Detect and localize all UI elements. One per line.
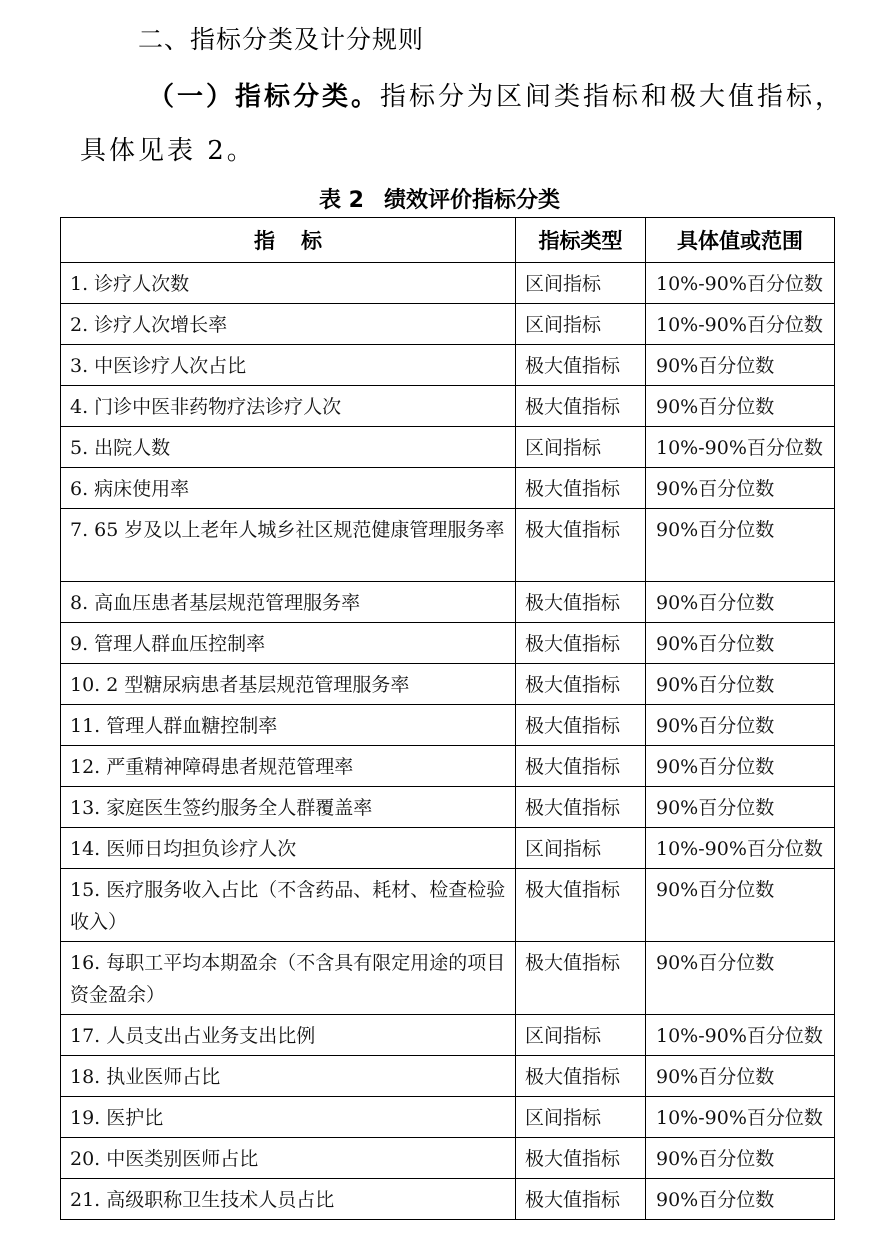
header-indicator: 指标: [61, 218, 516, 263]
table-row: [61, 427, 835, 468]
table-row: [61, 828, 835, 869]
type-cell: 极大值指标: [516, 664, 646, 705]
header-type: 指标类型: [516, 218, 646, 263]
indicator-cell: 10. 2 型糖尿病患者基层规范管理服务率: [61, 664, 516, 705]
table-row: [61, 664, 835, 705]
table-row: [61, 263, 835, 304]
table-caption: [0, 183, 879, 214]
table-row: [61, 1056, 835, 1097]
table-row: [61, 468, 835, 509]
indicator-cell: 3. 中医诊疗人次占比: [61, 345, 516, 386]
indicator-cell: 9. 管理人群血压控制率: [61, 623, 516, 664]
value-cell: 90%百分位数: [646, 386, 835, 427]
indicator-cell: 7. 65 岁及以上老年人城乡社区规范健康管理服务率: [61, 509, 516, 582]
indicator-cell: 8. 高血压患者基层规范管理服务率: [61, 582, 516, 623]
indicator-cell: 5. 出院人数: [61, 427, 516, 468]
table-row: [61, 1138, 835, 1179]
table-row: [61, 705, 835, 746]
table-row: [61, 1015, 835, 1056]
table-row: [61, 386, 835, 427]
indicator-table: [60, 217, 835, 1220]
table-row: [61, 869, 835, 942]
value-cell: 10%-90%百分位数: [646, 263, 835, 304]
paragraph-line-1: [148, 76, 844, 113]
type-cell: 区间指标: [516, 1015, 646, 1056]
paragraph-label: （一）指标分类。: [148, 82, 381, 112]
type-cell: 区间指标: [516, 427, 646, 468]
value-cell: 90%百分位数: [646, 623, 835, 664]
indicator-cell: 1. 诊疗人次数: [61, 263, 516, 304]
indicator-cell: 6. 病床使用率: [61, 468, 516, 509]
table-row: [61, 1179, 835, 1220]
table-row: [61, 1097, 835, 1138]
type-cell: 极大值指标: [516, 386, 646, 427]
indicator-cell: 4. 门诊中医非药物疗法诊疗人次: [61, 386, 516, 427]
indicator-cell: 21. 高级职称卫生技术人员占比: [61, 1179, 516, 1220]
type-cell: 区间指标: [516, 304, 646, 345]
table-row: [61, 582, 835, 623]
value-cell: 90%百分位数: [646, 942, 835, 1015]
type-cell: 极大值指标: [516, 623, 646, 664]
value-cell: 90%百分位数: [646, 705, 835, 746]
table-header-row: [61, 218, 835, 263]
indicator-cell: 19. 医护比: [61, 1097, 516, 1138]
indicator-cell: 12. 严重精神障碍患者规范管理率: [61, 746, 516, 787]
indicator-cell: 11. 管理人群血糖控制率: [61, 705, 516, 746]
value-cell: 90%百分位数: [646, 468, 835, 509]
indicator-cell: 20. 中医类别医师占比: [61, 1138, 516, 1179]
type-cell: 极大值指标: [516, 1179, 646, 1220]
type-cell: 极大值指标: [516, 869, 646, 942]
section-heading: 二、指标分类及计分规则: [138, 25, 425, 54]
indicator-cell: 13. 家庭医生签约服务全人群覆盖率: [61, 787, 516, 828]
paragraph-text: 指标分为区间类指标和极大值指标，: [380, 82, 845, 112]
table-row: [61, 746, 835, 787]
type-cell: 极大值指标: [516, 509, 646, 582]
type-cell: 极大值指标: [516, 1138, 646, 1179]
value-cell: 90%百分位数: [646, 345, 835, 386]
table-number: 表 2: [319, 188, 364, 213]
value-cell: 10%-90%百分位数: [646, 427, 835, 468]
type-cell: 极大值指标: [516, 787, 646, 828]
type-cell: 极大值指标: [516, 1056, 646, 1097]
type-cell: 极大值指标: [516, 705, 646, 746]
type-cell: 极大值指标: [516, 345, 646, 386]
indicator-cell: 15. 医疗服务收入占比（不含药品、耗材、检查检验收入）: [61, 869, 516, 942]
indicator-cell: 14. 医师日均担负诊疗人次: [61, 828, 516, 869]
table-title: 绩效评价指标分类: [383, 188, 560, 213]
value-cell: 90%百分位数: [646, 1138, 835, 1179]
value-cell: 10%-90%百分位数: [646, 828, 835, 869]
type-cell: 区间指标: [516, 828, 646, 869]
type-cell: 极大值指标: [516, 746, 646, 787]
value-cell: 90%百分位数: [646, 1179, 835, 1220]
type-cell: 极大值指标: [516, 468, 646, 509]
value-cell: 10%-90%百分位数: [646, 1015, 835, 1056]
header-value: 具体值或范围: [646, 218, 835, 263]
value-cell: 90%百分位数: [646, 664, 835, 705]
value-cell: 90%百分位数: [646, 1056, 835, 1097]
value-cell: 90%百分位数: [646, 746, 835, 787]
indicator-cell: 18. 执业医师占比: [61, 1056, 516, 1097]
table-row: [61, 942, 835, 1015]
type-cell: 极大值指标: [516, 942, 646, 1015]
table-row: [61, 304, 835, 345]
value-cell: 90%百分位数: [646, 509, 835, 582]
table-row: [61, 623, 835, 664]
indicator-cell: 17. 人员支出占业务支出比例: [61, 1015, 516, 1056]
type-cell: 区间指标: [516, 1097, 646, 1138]
table-row: [61, 787, 835, 828]
type-cell: 区间指标: [516, 263, 646, 304]
table-row: [61, 345, 835, 386]
value-cell: 90%百分位数: [646, 787, 835, 828]
value-cell: 90%百分位数: [646, 869, 835, 942]
type-cell: 极大值指标: [516, 582, 646, 623]
value-cell: 10%-90%百分位数: [646, 304, 835, 345]
paragraph-line-2: 具体见表 2。: [80, 136, 256, 166]
value-cell: 10%-90%百分位数: [646, 1097, 835, 1138]
table-row: [61, 509, 835, 582]
indicator-cell: 16. 每职工平均本期盈余（不含具有限定用途的项目资金盈余）: [61, 942, 516, 1015]
value-cell: 90%百分位数: [646, 582, 835, 623]
indicator-cell: 2. 诊疗人次增长率: [61, 304, 516, 345]
